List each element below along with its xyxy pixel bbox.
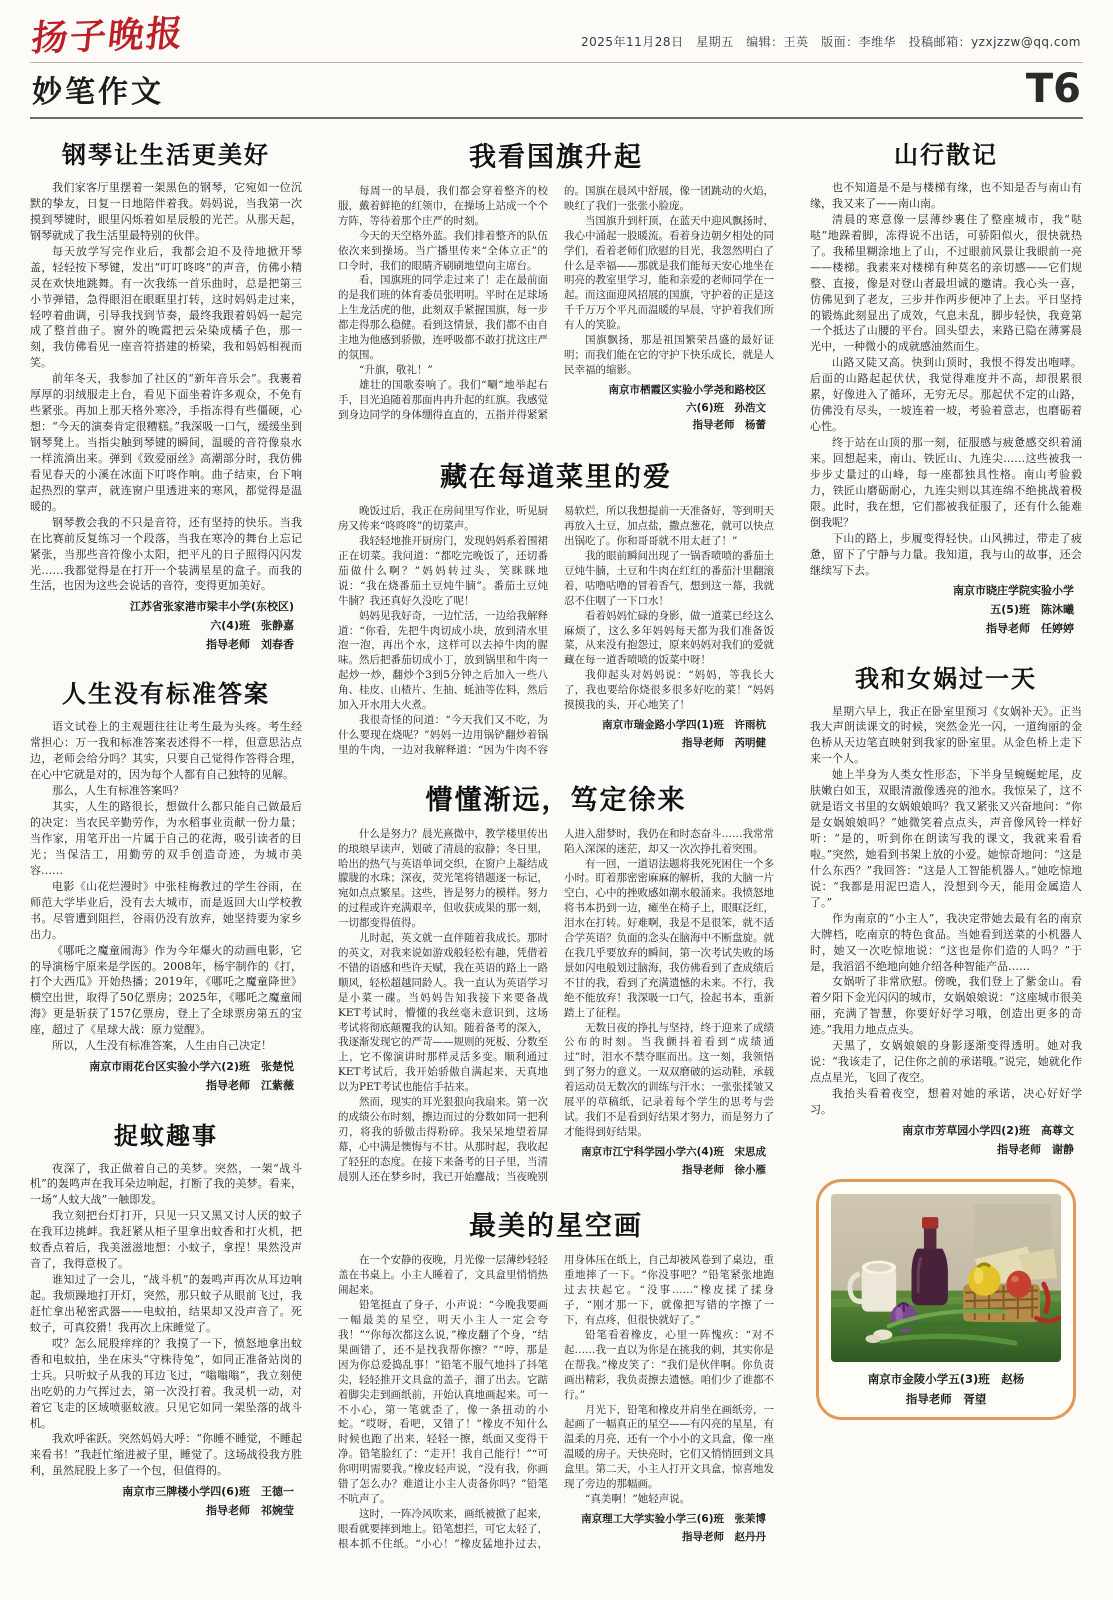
student-painting-card <box>816 1179 1076 1420</box>
paragraph: 也不知道是不是与楼梯有缘，也不知是否与南山有缘，我又来了——南山南。 <box>810 181 1082 210</box>
paragraph: 终于站在山顶的那一刻，征服感与疲惫感交织着涌来。回想起来，南山、铁匠山、九连尖……这些被我一步步丈量过的山峰，每一座都独具性格。南山考验毅力，铁匠山磨砺耐心，九连尖则以其连绵不绝挑战着极限。此时，我在想，它们都被我征服了，还有什么能难倒我呢？ <box>810 436 1082 529</box>
paragraph: 天黑了，女娲娘娘的身影逐渐变得透明。她对我说：“我该走了，记住你之前的承诺哦。”说完，她就化作点点星光，飞回了夜空。 <box>810 1039 1082 1085</box>
paragraph: 谁知过了一会儿，“战斗机”的轰鸣声再次从耳边响起。我烦躁地打开灯，突然，那只蚊子从眼前飞过，我赶忙拿出秘密武器——电蚊拍，结果却又没声音了。死蚊子，可真狡猾！我再次上床睡觉了。 <box>30 1273 302 1334</box>
paragraph: 我轻轻地推开厨房门，发现妈妈系着围裙正在切菜。我问道：“都吃完晚饭了，还切番茄做什么啊？”妈妈转过头，笑眯眯地说：“我在烧番茄土豆炖牛腩”。番茄土豆炖牛腩？我还真好久没吃了呢！ <box>338 535 548 607</box>
article-title: 懵懂渐远，笃定徐来 <box>425 784 687 816</box>
paragraph: 我抬头看着夜空，想着对她的承诺，决心好好学习。 <box>810 1087 1082 1116</box>
byline-line: 南京理工大学实验小学三(6)班 张苿博 <box>581 1512 766 1525</box>
byline <box>564 1144 774 1180</box>
paragraph: 清晨的寒意像一层薄纱裹住了整座城市，我“哒哒”地跺着脚，冻得说不出话，可骄阳似火，很快就热了。我稀里糊涂地上了山，不过眼前风景让我眼前一亮——楼梯。我素来对楼梯有种莫名的亲切感——它们规整、直接，像是对登山者最坦诚的邀请。我心头一喜，仿佛见到了老友，三步并作两步便冲了上去。平日坚持的锻炼此刻显出了成效，气息未乱，脚步轻快，我竟第一个抵达了山腰的平台。回头望去，来路已隐在薄雾晨光中，一种微小的成就感油然而生。 <box>810 212 1082 354</box>
paragraph: 每周一的早晨，我们都会穿着整齐的校服，戴着鲜艳的红领巾，在操场上站成一个个方阵，等待着那个庄严的时刻。 <box>338 185 548 227</box>
byline-line: 指导老师 杨蕾 <box>692 419 766 432</box>
paragraph: 我欢呼雀跃。突然妈妈大呼：“你睡不睡觉，不睡起来看书！”我赶忙缩进被子里，睡觉了。这场战役我方胜利，虽然屁股上多了一个包，但值得的。 <box>30 1432 302 1478</box>
column-right <box>810 133 1082 1572</box>
paragraph: 雄壮的国歌奏响了。我们“唰”地举起右手，目光追随着那面冉冉升起的红旗。我感觉到身边同学的身体绷得直直的，五指并得紧紧的。国旗在晨风中舒展，像一团跳动的火焰，映红了我们一张张小脸庞。 <box>338 185 774 421</box>
byline-line: 指导老师 祁婉莹 <box>206 1503 294 1517</box>
byline <box>810 582 1082 638</box>
article-day-with-nuwa <box>810 659 1082 1160</box>
paragraph: 我很奇怪的问道：“今天我们又不吃，为什么要现在烧呢？”妈妈一边用锅铲翻炒着锅里的牛肉，一边对我解释道：“因为牛肉不容易软烂，所以我想提前一天准备好，等到明天再放入土豆，加点盐，撒点葱花，就可以快点出锅吃了。你和哥哥就不用太赶了！” <box>338 505 774 756</box>
article-title: 我和女娲过一天 <box>855 664 1037 693</box>
masthead <box>30 10 1083 119</box>
column-left <box>30 133 302 1572</box>
byline-line: 五(5)班 陈沐曦 <box>990 603 1074 617</box>
paragraph: 有一回，一道语法题将我死死困住一个多小时。盯着那密密麻麻的解析，我的大脑一片空白，心中的挫败感如潮水般涌来。我愤怒地将书本扔到一边，瘫坐在椅子上，眼眶泛红，泪水在打转。好难啊，我是不是很笨，就不适合学英语？负面的念头在脑海中不断盘旋。就在我几乎要放弃的瞬间，第一次考试失败的场景如闪电般划过脑海，我仿佛看到了查成绩后不甘的我，看到了充满遗憾的未来。不行，我绝不能放弃！我深吸一口气，捡起书本，重新踏上了征程。 <box>564 857 774 1019</box>
paragraph: 妈妈见我好奇，一边忙活，一边给我解释道：“你看，先把牛肉切成小块，放到清水里泡一泡，再出个水，这样可以去掉牛肉的腥味。然后把番茄切成小丁，放到锅里和牛肉一起炒一炒，翻炒个3到5分钟之后加入一些八角、桂皮、山楂片、生抽、蚝油等佐料，然后加入开水用大火煮。 <box>338 609 548 712</box>
byline-line: 指导老师 谢静 <box>997 1142 1074 1156</box>
paragraph: 我仰起头对妈妈说：“妈妈，等我长大了，我也要给你烧很多很多好吃的菜！”妈妈摸摸我的头，开心地笑了！ <box>564 669 774 712</box>
article-title: 最美的星空画 <box>469 1211 643 1243</box>
byline-line: 南京市芳草园小学四(2)班 高尊文 <box>902 1123 1074 1137</box>
article-title: 捉蚊趣事 <box>114 1121 218 1150</box>
article-title: 钢琴让生活更美好 <box>62 141 270 169</box>
byline-line: 指导老师 芮明健 <box>682 736 766 749</box>
byline-line: 南京市晓庄学院实验小学 <box>953 584 1074 598</box>
byline <box>564 1511 774 1547</box>
article-love-in-dishes <box>338 455 774 757</box>
paragraph: 这时，一阵冷风吹来，画纸被掀了起来，眼看就要摔到地上。铅笔想拦，可它太轻了，根本抓不住纸。“小心！”橡皮猛地扑过去，用身体压在纸上，自己却被风卷到了桌边，重重地摔了一下。“你没事吧？”铅笔紧张地跑过去扶起它。“没事……”橡皮揉了揉身子，“刚才那一下，就像把写错的字擦了一下，有点疼，但很快就好了。” <box>338 1254 774 1550</box>
article-title: 人生没有标准答案 <box>62 680 270 709</box>
byline <box>810 1122 1082 1159</box>
article-title: 藏在每道菜里的爱 <box>440 462 672 494</box>
paragraph: 语文试卷上的主观题往往让考生最为头疼。考生经常担心：万一我和标准答案表述得不一样，但意思沾点边，老师会给分吗？其实，只要自己觉得作答得合理，在心中它就是对的，因为每个人都有自己独特的见解。 <box>30 720 302 782</box>
byline-line: 指导老师 赵丹丹 <box>682 1530 766 1543</box>
page-body <box>30 119 1083 1572</box>
paragraph: 哎？怎么屁股痒痒的？我摸了一下，愤怒地拿出蚊香和电蚊拍，坐在床头“守株待兔”，如同正准备站岗的士兵。只听蚊子从我的耳边飞过，“嗡嗡嗡”，我立刻使出吃奶的力气挥过去，第一次没打着。我灵机一动，对着它飞走的区域喷驱蚊液。只见它如同一架坠落的战斗机。 <box>30 1336 302 1430</box>
byline-line: 江苏省张家港市梁丰小学(东校区) <box>129 600 294 614</box>
byline <box>30 598 302 654</box>
article-piano <box>30 135 302 654</box>
paragraph: 看，国旗班的同学走过来了！走在最前面的是我们班的体育委员张明明。平时在足球场上生龙活虎的他，此刻双手紧握国旗，每一步都走得那么稳健。看到这情景，我们都不由自主地为他感到骄傲，连呼吸都不敢打扰这庄严的氛围。 <box>338 274 548 361</box>
paragraph: 铅笔挺直了身子，小声说：“今晚我要画一幅最美的星空，明天小主人一定会夸我！”“你每次都这么说，”橡皮翻了个身，“结果画错了，还不是找我帮你擦？”“哼，那是因为你总爱捣乱事！”铅笔不服气地抖了抖笔尖，轻轻推开文具盒的盖子，溜了出去。它踮着脚尖走到画纸前，开始认真地画起来。可一不小心，第一笔就歪了，像一条扭动的小蛇。“哎呀，看吧，又错了！”橡皮不知什么时候也跑了出来，轻轻一擦，纸面又变得干净。铅笔脸红了：“走开！我自己能行！”“可你明明需要我。”橡皮轻声说，“没有我，你画错了怎么办？难道让小主人责备你吗？”铅笔不吭声了。 <box>338 1299 548 1505</box>
paragraph: 女娲听了非常欣慰。傍晚，我们登上了紫金山。看着夕阳下金光闪闪的城市，女娲娘娘说：“这座城市很美丽，充满了智慧，你要好好学习哦，创造出更多的奇迹。”我用力地点点头。 <box>810 975 1082 1037</box>
paragraph: 我立刻把台灯打开，只见一只又黑又讨人厌的蚊子在我耳边挑衅。我赶紧从柜子里拿出蚊香和打火机，把蚊香点着后，我美滋滋地想：小蚊子，拿捏！果然没声音了，我得意极了。 <box>30 1209 302 1271</box>
byline-line: 南京市瑞金路小学四(1)班 许雨杭 <box>602 719 766 731</box>
paragraph: 月光下，铅笔和橡皮并肩坐在画纸旁，一起画了一幅真正的星空——有闪亮的星星，有温柔的月亮，还有一个小小的文具盒，像一座温暖的房子。天快亮时，它们又悄悄回到文具盒里。第二天，小主人打开文具盒，惊喜地发现了旁边的那幅画。 <box>564 1403 774 1491</box>
paragraph: “真美啊！”她轻声说。 <box>585 1492 691 1505</box>
section-title: 妙笔作文 <box>32 75 164 110</box>
paragraph: 山路又陡又高。快到山顶时，我恨不得发出咆哮。后面的山路起起伏伏，我觉得难度并不高，却很累很累，好像进入了循环，无穷无尽。那起伏不定的山路，仿佛没有尽头，一坡连着一坡，考验着意志，也磨砺着心性。 <box>810 356 1082 434</box>
still-life-painting <box>831 1194 1061 1362</box>
paragraph: 每天放学写完作业后，我都会迫不及待地掀开琴盖，轻轻按下琴键，发出“叮叮咚咚”的声音，仿佛小精灵在欢快地跳舞。有一次我练一首乐曲时，总是把第三小节弹错，急得眼泪在眼眶里打转，这时妈妈走过来，轻哼着曲调，引导我找到节奏，最终我跟着妈妈一起完成了整首曲子。窗外的晚霞把云朵染成橘子色，那一刻，我仿佛看见一座音符搭建的桥梁，我和妈妈相视而笑。 <box>30 244 302 370</box>
article-flag-raising <box>338 135 774 435</box>
byline <box>564 382 774 436</box>
byline <box>30 1058 302 1095</box>
paragraph: 夜深了，我正做着自己的美梦。突然，一架“战斗机”的轰鸣声在我耳朵边响起，打断了我的美梦。看来，一场“人蚊大战”一触即发。 <box>30 1161 302 1207</box>
page-number: T6 <box>1025 66 1081 112</box>
byline-line: 南京市栖霞区实验小学尧和路校区 <box>608 383 766 396</box>
paragraph: 所以，人生没有标准答案，人生由自己决定！ <box>52 1039 272 1053</box>
paragraph: 国旗飘扬，那是祖国繁荣昌盛的最好证明；而我们能在它的守护下快乐成长，就是人民幸福的缩影。 <box>564 334 774 376</box>
newspaper-logo: 扬子晚报 <box>29 12 187 60</box>
article-title: 山行散记 <box>894 141 998 169</box>
paragraph: 其实，人生的路很长，想做什么都只能自己做最后的决定：当农民辛勤劳作，为水稻事业贡献一份力量；当作家，用笔开出一片属于自己的花海，吸引读者的目光；当保洁工，用勤劳的双手创造奇迹，为城市美容…… <box>30 800 302 877</box>
paragraph: 在一个安静的夜晚，月光像一层薄纱轻轻盖在书桌上。小主人睡着了，文具盒里悄悄热闹起来。 <box>338 1254 548 1297</box>
paragraph: 星期六早上，我正在卧室里预习《女娲补天》。正当我大声朗读课文的时候，突然金光一闪，一道绚丽的金色桥从天边笔直映射到我家的卧室里。从金色桥上走下来一个人。 <box>810 704 1082 766</box>
paragraph: 今天的天空格外蓝。我们排着整齐的队伍依次来到操场。当广播里传来“全体立正”的口令时，我们的眼睛齐刷刷地望向主席台。 <box>338 229 548 272</box>
paragraph: 钢琴教会我的不只是音符，还有坚持的快乐。当我在比赛前反复练习一个段落，当我在寒冷的舞台上忘记紧张，当那些音符像小太阳，把平凡的日子照得闪闪发光……我都觉得是在打开一个装满星星的盒子。而我的生活，也因为这些会说话的音符，变得更加美好。 <box>30 515 302 593</box>
article-title: 我看国旗升起 <box>469 142 643 173</box>
paragraph: “升旗，敬礼！” <box>359 363 433 376</box>
byline-line: 南京市三牌楼小学四(6)班 王德一 <box>122 1485 294 1499</box>
dateline: 2025年11月28日 星期五 编辑：王英 版面：李维华 投稿邮箱：yzxjzzw@qq.com <box>580 35 1081 49</box>
byline <box>564 717 774 753</box>
paragraph: 《哪吒之魔童闹海》作为今年爆火的动画电影，它的导演杨宇原来是学医的。2008年，杨宇制作的《打，打个大西瓜》开始热播；2019年，《哪吒之魔童降世》横空出世，取得了50亿票房；2025年，《哪吒之魔童闹海》更是斩获了157亿票房，登上了全球票房第五的宝座，超过了《星球大战：原力觉醒》。 <box>30 943 302 1037</box>
paragraph: 儿时起，英文就一直伴随着我成长。那时的英文，对我来说如游戏般轻松有趣，凭借着不错的语感和些许天赋，我在英语的路上一路顺风，轻松超越同龄人。我一直认为英语学习是小菜一碟。当妈妈告知我接下来要备战KET考试时，懵懂的我丝毫未意识到，这场考试将彻底颠覆我的认知。随着备考的深入，我逐渐发现它的严苛——规则的死板、分数至上，它不像演讲时那样灵活多变。顺利通过KET考试后，我开始骄傲自满起来，天真地以为PET考试也能信手拈来。 <box>338 932 548 1094</box>
painting-caption-line: 指导老师 胥望 <box>905 1391 987 1406</box>
article-mountain-walk <box>810 135 1082 639</box>
byline-line: 指导老师 刘春香 <box>206 637 294 651</box>
article-starry-picture <box>338 1204 774 1551</box>
article-effort <box>338 778 774 1185</box>
paragraph: 我们家客厅里摆着一架黑色的钢琴，它宛如一位沉默的挚友，日复一日地陪伴着我。妈妈说，当我第一次摸到琴键时，眼里闪烁着如星辰般的光芒。从那天起，钢琴就成了我生活里最特别的伙伴。 <box>30 181 302 242</box>
paragraph: 那么，人生有标准答案吗？ <box>52 784 184 798</box>
paragraph: 我的眼前瞬间出现了一锅香喷喷的番茄土豆炖牛腩，土豆和牛肉在红红的番茄汁里翻滚着，咕噜咕噜的冒着香气，想到这一幕，我就忍不住咽了一下口水！ <box>564 550 774 607</box>
paragraph: 无数日夜的挣扎与坚持，终于迎来了成绩公布的时刻。当我颤抖着看到“成绩通过”时，泪水不禁夺眶而出。这一刻，我领悟到了努力的意义。一双双磨破的运动鞋，承载着运动员无数次的训练与汗水；一张张揉皱又展平的草稿纸，记录着每个学生的思考与尝试。我们不是看到好结果才努力，而是努力了才能得到好结果。 <box>564 1021 774 1138</box>
paragraph: 晚饭过后，我正在房间里写作业，听见厨房又传来“咚咚咚”的切菜声。 <box>338 505 548 533</box>
byline-line: 南京市江宁科学园小学六(4)班 宋思成 <box>581 1145 766 1158</box>
byline <box>30 1483 302 1520</box>
article-mosquito <box>30 1116 302 1521</box>
paragraph: 作为南京的“小主人”，我决定带她去最有名的南京大牌档，吃南京的特色食品。当她看到送菜的小机器人时，她又一次吃惊地说：“这也是你们造的人吗？”于是，我滔滔不绝地向她介绍各种智能产品…… <box>810 911 1082 973</box>
paragraph: 当国旗升到杆顶，在蓝天中迎风飘扬时，我心中涌起一股暖流。看着身边朝夕相处的同学们，看着老师们欣慰的目光，我忽然明白了什么是幸福——那就是我们能每天安心地坐在明亮的教室里学习，能和亲爱的老师同学在一起。而这面迎风招展的国旗，守护着的正是这千千万万个平凡而温暖的早晨，守护着我们所有人的笑脸。 <box>564 214 774 332</box>
paragraph: 看着妈妈忙碌的身影，做一道菜已经这么麻烦了，这么多年妈妈每天都为我们准备饭菜，从来没有抱怨过，原来妈妈对我们的爱就藏在每一道香喷喷的饭菜中呀！ <box>564 609 774 667</box>
byline-line: 指导老师 徐小雁 <box>682 1163 766 1176</box>
byline-line: 六(4)班 张静嘉 <box>210 619 294 633</box>
byline-line: 指导老师 任婷婷 <box>986 621 1074 635</box>
byline-line: 南京市雨花台区实验小学六(2)班 张楚悦 <box>89 1060 294 1074</box>
painting-caption-line: 南京市金陵小学五(3)班 赵杨 <box>867 1372 1025 1387</box>
byline-line: 指导老师 江紫薇 <box>206 1078 294 1092</box>
byline-line: 六(6)班 孙浩文 <box>686 401 766 414</box>
paragraph: 前年冬天，我参加了社区的“新年音乐会”。我裹着厚厚的羽绒服走上台，看见下面坐着许多观众，不免有些紧张。再加上那天格外寒冷，手指冻得有些僵硬，心想：“今天的演奏肯定很糟糕。”我深吸一口气，缓缓坐到钢琴凳上。当指尖触到琴键的瞬间，温暖的音符像泉水一样流淌出来。弹到《致爱丽丝》高潮部分时，我仿佛看见春天的小溪在冰面下叮咚作响。曲子结束，台下响起热烈的掌声，就连窗户里透进来的寒风，都觉得是温暖的。 <box>30 372 302 513</box>
column-middle <box>338 133 774 1572</box>
paragraph: 什么是努力？晨光熹微中，教学楼里传出的琅琅早读声，划破了清晨的寂静；冬日里，哈出的热气与英语单词交织，在窗户上凝结成朦胧的水珠；深夜，荧光笔将错题逐一标记，宛如点点繁星。这些，皆是努力的模样。努力的过程或许充满艰辛，但收获成果的那一刻，一切都变得值得。 <box>338 827 548 930</box>
paragraph: 然而，现实的耳光狠狠向我扇来。第一次的成绩公布时刻，擦边而过的分数如同一把利刃，将我的骄傲击得粉碎。我呆呆地望着屏幕，心中满是懊悔与不甘。从那时起，我收起了轻狂的态度。在接下来备考的日子里，当清晨别人还在梦乡时，我已开始鏖战；当夜晚别人进入甜梦时，我仍在和时态奋斗……我常常陷入深深的迷茫，却又一次次挣扎着突围。 <box>338 827 774 1183</box>
paragraph: 她上半身为人类女性形态，下半身呈蜿蜒蛇尾，皮肤嫩白如玉，双眼清澈像透亮的池水。我惊呆了，这不就是语文书里的女娲娘娘吗？我又紧张又兴奋地问：“你是女娲娘娘吗？”她微笑着点点头，声音像风铃一样好听：“是的，听到你在朗读写我的课文，我就来看看啦。”突然，她看到书架上放的小爱。她惊奇地问：“这是什么东西？”我回答：“这是人工智能机器人。”她吃惊地说：“我都是用泥巴造人，没想到今天，能用金属造人了。” <box>810 768 1082 909</box>
paragraph: 电影《山花烂漫时》中张桂梅教过的学生谷雨，在师范大学毕业后，没有去大城市，而是返回大山学校教书。尽管遭到阻拦，谷雨仍没有放弃，她坚持要为家乡出力。 <box>30 879 302 941</box>
paragraph: 铅笔看着橡皮，心里一阵愧疚：“对不起……我一直以为你是在挑我的刺，其实你是在帮我。”橡皮笑了：“我们是伙伴啊。你负责画出精彩，我负责擦去遗憾。咱们少了谁都不行。” <box>564 1329 774 1401</box>
painting-caption <box>831 1370 1061 1409</box>
article-no-standard-answer <box>30 674 302 1095</box>
paragraph: 下山的路上，步履变得轻快。山风拂过，带走了疲惫，留下了宁静与力量。我知道，我与山的故事，还会继续写下去。 <box>810 531 1082 577</box>
